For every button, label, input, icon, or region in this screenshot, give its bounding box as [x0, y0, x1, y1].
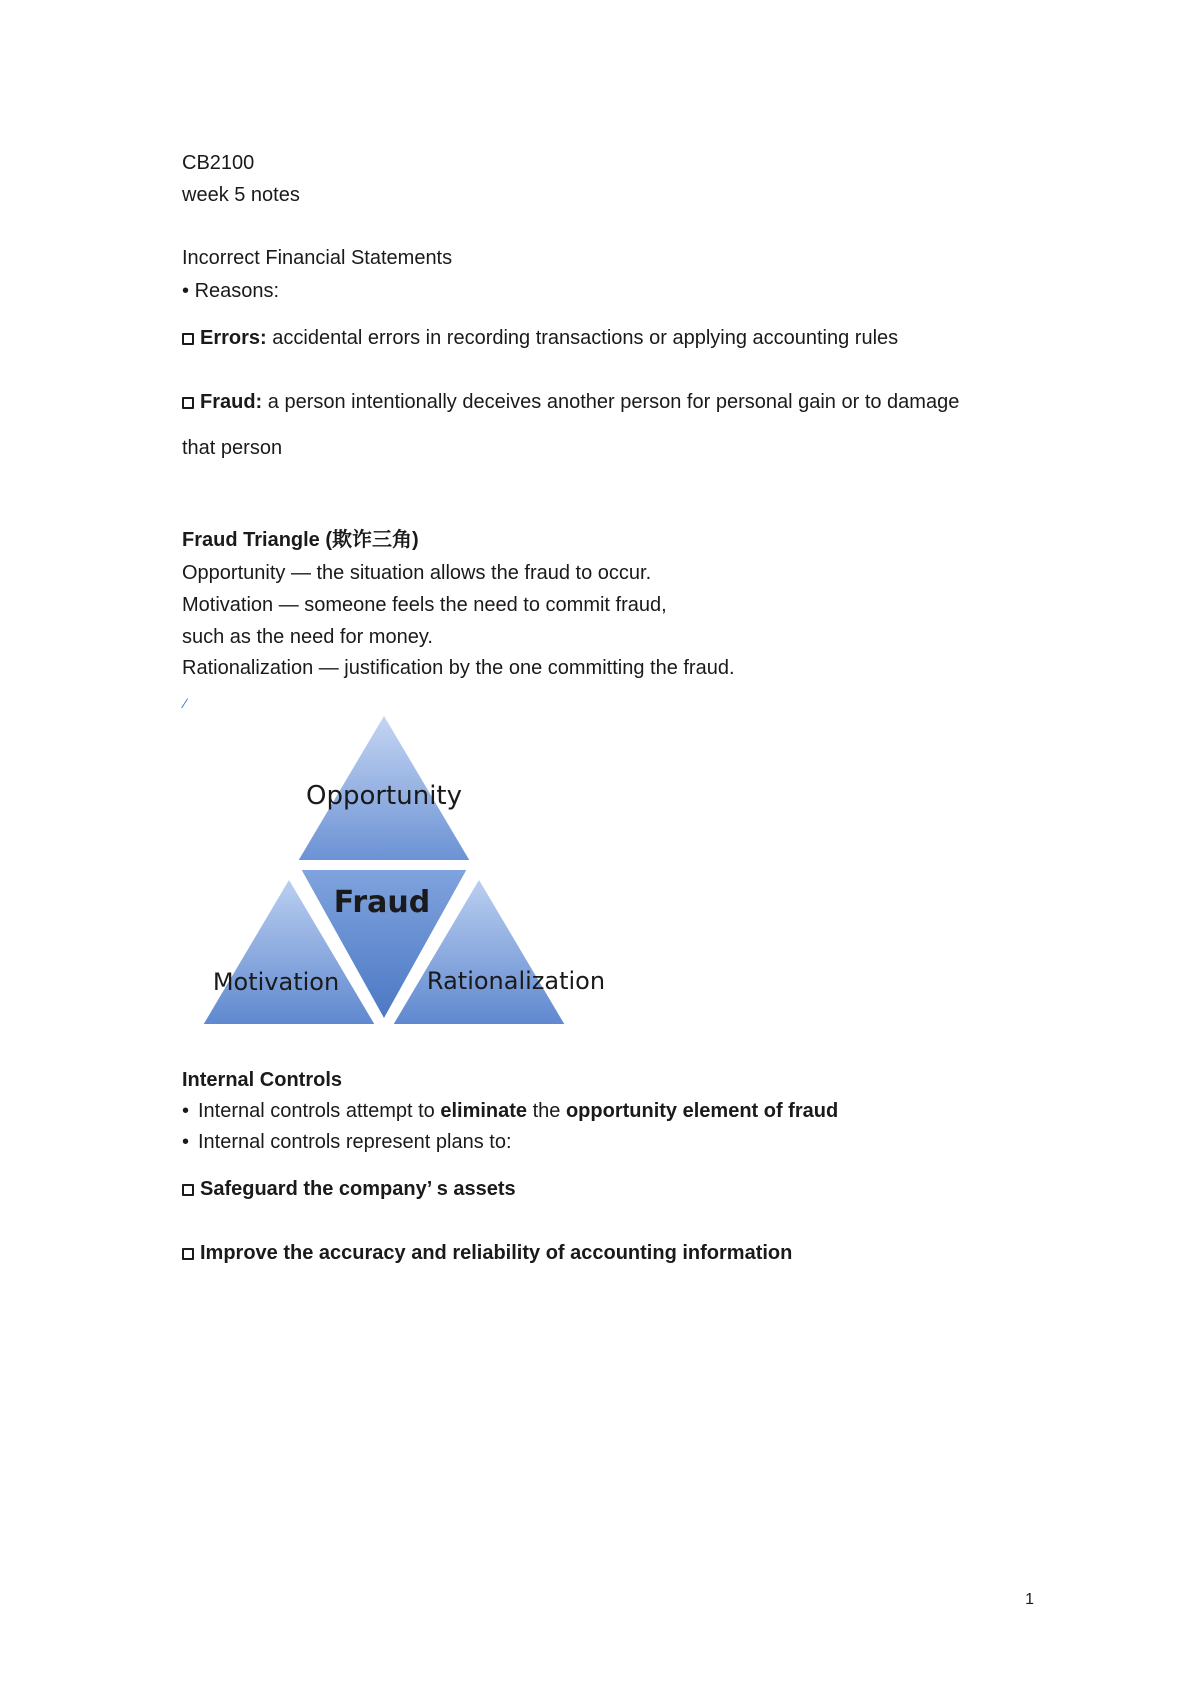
triangle-label-top: Opportunity	[305, 781, 463, 811]
triangle-label-right: Rationalization	[426, 967, 606, 995]
section-heading-internal-controls: Internal Controls	[182, 1069, 343, 1091]
fraud-triangle-line: Rationalization — justification by the one committing the fraud.	[182, 657, 735, 679]
plan-text: Safeguard the company’ s assets	[200, 1178, 516, 1200]
bullet-text: Internal controls attempt to	[198, 1100, 441, 1122]
plan-text: Improve the accuracy and reliability of accounting information	[200, 1242, 793, 1264]
bullet-emphasis: eliminate	[440, 1100, 528, 1122]
fraud-triangle-diagram	[196, 712, 616, 1032]
notes-subtitle: week 5 notes	[182, 184, 300, 206]
bullet-text: Internal controls represent plans to:	[198, 1131, 512, 1153]
bullet-dot: •	[182, 1131, 190, 1153]
checkbox-icon	[182, 1184, 194, 1196]
section-heading-fraud-triangle: Fraud Triangle (欺诈三角)	[182, 529, 419, 551]
control-plan-item	[182, 1179, 516, 1199]
control-plan-item	[182, 1243, 792, 1263]
fraud-triangle-line: Opportunity — the situation allows the fraud to occur.	[182, 562, 652, 584]
reason-item-fraud	[182, 392, 959, 412]
reason-text: accidental errors in recording transactions or applying accounting rules	[266, 327, 899, 349]
pen-mark-icon: ⁄	[184, 695, 187, 711]
section-heading-incorrect-statements: Incorrect Financial Statements	[182, 247, 453, 269]
bullet-text: the	[527, 1100, 566, 1122]
bullet-dot: •	[182, 1100, 190, 1122]
reason-item-errors	[182, 328, 898, 348]
reason-term: Errors:	[200, 327, 267, 349]
reason-item-fraud-continuation: that person	[182, 437, 283, 459]
checkbox-icon	[182, 1248, 194, 1260]
fraud-triangle-line: Motivation — someone feels the need to commit fraud,	[182, 594, 667, 616]
checkbox-icon	[182, 333, 194, 345]
triangle-label-center: Fraud	[333, 885, 431, 920]
fraud-triangle-line: such as the need for money.	[182, 626, 433, 648]
internal-controls-bullet-1	[182, 1101, 838, 1121]
course-code: CB2100	[182, 152, 255, 174]
page-number: 1	[1025, 1591, 1034, 1608]
checkbox-icon	[182, 397, 194, 409]
reason-text: a person intentionally deceives another person for personal gain or to damage	[262, 391, 960, 413]
reasons-label: Reasons:	[194, 280, 280, 302]
internal-controls-bullet-2	[182, 1132, 512, 1152]
reason-term: Fraud:	[200, 391, 263, 413]
reasons-bullet	[182, 281, 279, 301]
bullet-dot: •	[182, 280, 190, 302]
bullet-emphasis: opportunity element of fraud	[565, 1100, 839, 1122]
triangle-label-left: Motivation	[212, 968, 340, 996]
